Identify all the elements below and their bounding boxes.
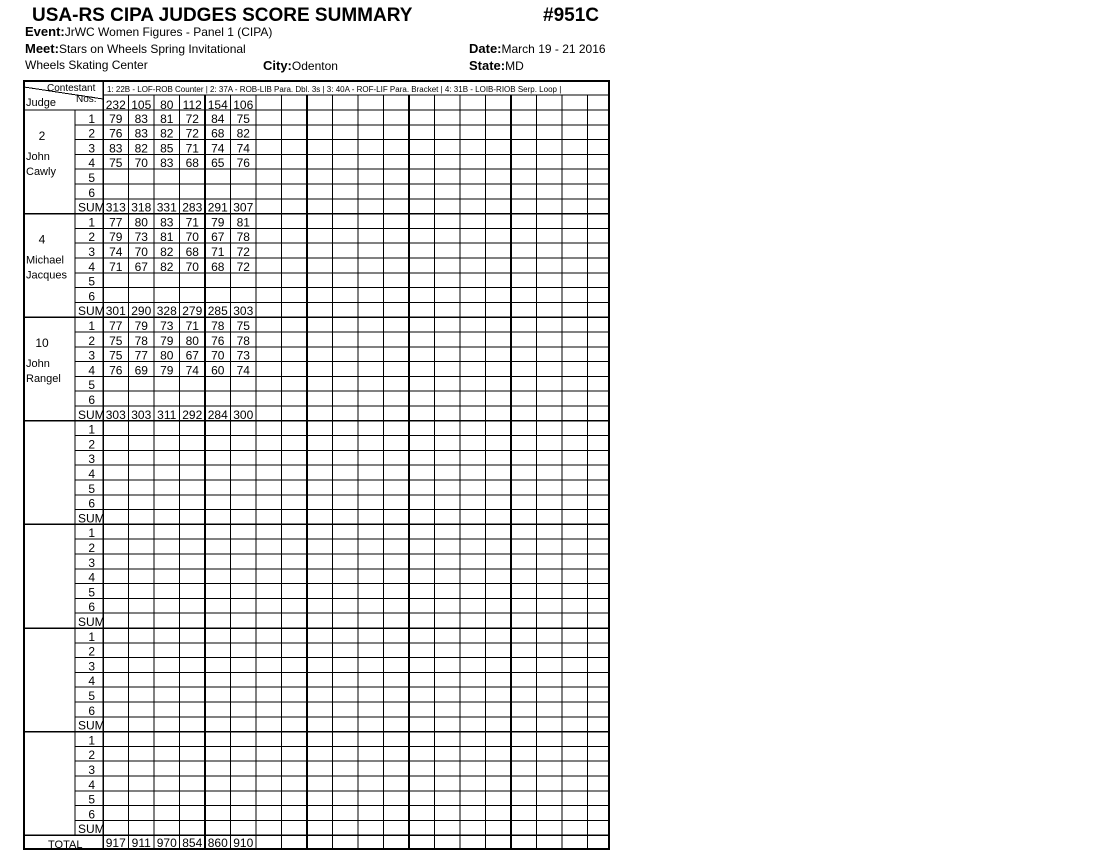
total-cell: 854 — [182, 836, 203, 850]
row-number: 1 — [88, 526, 95, 541]
event-value: JrWC Women Figures - Panel 1 (CIPA) — [64, 25, 273, 39]
score-cell: 83 — [109, 141, 123, 156]
row-number: 2 — [88, 230, 95, 245]
row-number: 6 — [88, 807, 95, 822]
score-cell: 79 — [211, 215, 225, 230]
sum-cell: 285 — [207, 304, 228, 319]
score-cell: 78 — [134, 333, 148, 348]
row-number: 1 — [88, 629, 95, 644]
sum-label: SUM — [78, 200, 105, 215]
score-cell: 68 — [211, 126, 225, 141]
score-cell: 75 — [236, 319, 250, 333]
score-cell: 79 — [134, 319, 148, 333]
row-number: 4 — [88, 467, 95, 481]
judge-first-name: Michael — [26, 254, 64, 267]
row-number: 1 — [88, 422, 95, 437]
row-number: 5 — [88, 792, 95, 807]
score-cell: 74 — [236, 363, 250, 378]
score-cell: 76 — [109, 363, 123, 378]
score-cell: 68 — [211, 259, 225, 274]
row-number: 3 — [88, 659, 95, 674]
contestant-number: 80 — [160, 98, 174, 112]
judge-first-name: John — [26, 358, 50, 371]
row-number: 1 — [88, 111, 95, 126]
nos-label: Nos. — [76, 94, 97, 105]
score-cell: 71 — [109, 259, 123, 274]
row-number: 5 — [88, 378, 95, 393]
score-cell: 78 — [236, 230, 250, 245]
row-number: 1 — [88, 215, 95, 230]
total-cell: 910 — [233, 836, 254, 850]
row-number: 2 — [88, 748, 95, 763]
score-cell: 82 — [160, 259, 174, 274]
score-cell: 80 — [185, 333, 199, 348]
score-cell: 74 — [185, 363, 199, 378]
row-number: 2 — [88, 333, 95, 348]
score-cell: 76 — [109, 126, 123, 141]
row-number: 2 — [88, 644, 95, 659]
row-number: 6 — [88, 185, 95, 200]
sum-cell: 300 — [233, 407, 254, 422]
score-cell: 75 — [109, 156, 123, 171]
score-cell: 68 — [185, 156, 199, 171]
total-cell: 911 — [131, 836, 151, 850]
judge-label: Judge — [26, 97, 56, 109]
score-cell: 73 — [236, 348, 250, 363]
score-cell: 71 — [185, 319, 199, 333]
total-cell: 860 — [207, 836, 228, 850]
row-number: 5 — [88, 585, 95, 600]
row-number: 5 — [88, 274, 95, 289]
score-cell: 83 — [160, 156, 174, 171]
score-cell: 79 — [160, 333, 174, 348]
judge-last-name: Cawly — [26, 166, 56, 178]
sum-cell: 311 — [157, 407, 177, 422]
judge-last-name: Jacques — [26, 269, 67, 282]
score-cell: 75 — [236, 111, 250, 126]
score-cell: 71 — [185, 215, 199, 230]
score-cell: 72 — [185, 111, 199, 126]
row-number: 4 — [88, 156, 95, 171]
sum-cell: 313 — [105, 200, 126, 215]
score-cell: 71 — [211, 245, 225, 259]
score-cell: 67 — [134, 259, 148, 274]
date-value: March 19 - 21 2016 — [501, 42, 606, 56]
score-cell: 82 — [160, 245, 174, 259]
score-cell: 69 — [134, 363, 148, 378]
score-cell: 72 — [236, 259, 250, 274]
score-cell: 77 — [109, 215, 123, 230]
meet-value: Stars on Wheels Spring Invitational — [58, 42, 246, 56]
score-cell: 77 — [134, 348, 148, 363]
score-cell: 80 — [134, 215, 148, 230]
sum-label: SUM — [78, 615, 105, 629]
score-cell: 81 — [236, 215, 250, 230]
score-cell: 60 — [211, 363, 225, 378]
score-cell: 84 — [211, 111, 225, 126]
score-cell: 81 — [160, 230, 174, 245]
row-number: 1 — [88, 319, 95, 333]
sum-cell: 279 — [182, 304, 203, 319]
row-number: 4 — [88, 570, 95, 585]
row-number: 3 — [88, 245, 95, 259]
row-number: 4 — [88, 363, 95, 378]
sum-label: SUM — [78, 511, 105, 526]
row-number: 4 — [88, 259, 95, 274]
score-cell: 71 — [185, 141, 199, 156]
date-label: Date: — [469, 41, 502, 56]
sum-cell: 303 — [131, 407, 152, 422]
sum-cell: 331 — [156, 200, 177, 215]
score-cell: 79 — [160, 363, 174, 378]
score-cell: 70 — [211, 348, 225, 363]
score-cell: 82 — [134, 141, 148, 156]
score-cell: 67 — [185, 348, 199, 363]
row-number: 2 — [88, 541, 95, 555]
sum-cell: 292 — [182, 407, 203, 422]
contestant-label: Contestant — [47, 83, 96, 94]
score-cell: 82 — [160, 126, 174, 141]
sum-cell: 283 — [182, 200, 203, 215]
sum-label: SUM — [78, 822, 105, 837]
meet-label: Meet: — [25, 41, 59, 56]
row-number: 3 — [88, 763, 95, 777]
score-cell: 77 — [109, 319, 123, 333]
total-cell: 917 — [105, 836, 126, 850]
score-cell: 83 — [134, 111, 148, 126]
row-number: 6 — [88, 289, 95, 304]
sum-cell: 303 — [105, 407, 126, 422]
score-cell: 76 — [211, 333, 225, 348]
row-number: 6 — [88, 600, 95, 615]
score-cell: 76 — [236, 156, 250, 171]
row-number: 3 — [88, 348, 95, 363]
sum-label: SUM — [78, 718, 105, 733]
contestant-number: 154 — [207, 98, 228, 112]
judge-first-name: John — [26, 151, 50, 163]
score-cell: 74 — [109, 245, 123, 259]
score-cell: 67 — [211, 230, 225, 245]
sum-cell: 303 — [233, 304, 254, 319]
score-cell: 82 — [236, 126, 250, 141]
form-number: #951C — [543, 5, 599, 26]
figures-legend: 1: 22B - LOF-ROB Counter | 2: 37A - ROB-LIB Para. Dbl. 3s | 3: 40A - ROF-LIF Para. Bracket | 4: 31B - LOIB-RIOB Serp. Loop | — [107, 85, 562, 94]
score-cell: 75 — [109, 348, 123, 363]
sum-cell: 301 — [105, 304, 126, 319]
row-number: 4 — [88, 674, 95, 689]
score-cell: 65 — [211, 156, 225, 171]
judge-last-name: Rangel — [26, 373, 61, 386]
row-number: 5 — [88, 171, 95, 185]
score-cell: 72 — [236, 245, 250, 259]
score-cell: 81 — [160, 111, 174, 126]
score-cell: 79 — [109, 230, 123, 245]
judge-number: 2 — [38, 129, 46, 143]
row-number: 6 — [88, 496, 95, 511]
row-number: 3 — [88, 141, 95, 156]
row-number: 3 — [88, 452, 95, 467]
score-cell: 83 — [160, 215, 174, 230]
score-cell: 70 — [185, 259, 199, 274]
city-value: Odenton — [291, 59, 338, 73]
score-cell: 73 — [134, 230, 148, 245]
state-label: State: — [469, 58, 506, 73]
event-label: Event: — [25, 24, 65, 39]
sum-cell: 307 — [233, 200, 254, 215]
score-cell: 74 — [211, 141, 225, 156]
score-cell: 68 — [185, 245, 199, 259]
score-cell: 80 — [160, 348, 174, 363]
score-cell: 83 — [134, 126, 148, 141]
page-title: USA-RS CIPA JUDGES SCORE SUMMARY — [32, 5, 413, 26]
row-number: 2 — [88, 437, 95, 452]
score-cell: 78 — [211, 319, 225, 333]
total-label: TOTAL — [48, 839, 83, 850]
row-number: 3 — [88, 555, 95, 570]
contestant-number: 112 — [182, 98, 202, 112]
row-number: 5 — [88, 481, 95, 496]
sum-cell: 284 — [207, 407, 228, 422]
sum-label: SUM — [78, 407, 105, 422]
venue-value: Wheels Skating Center — [25, 58, 148, 72]
contestant-number: 106 — [233, 98, 254, 112]
total-cell: 970 — [156, 836, 177, 850]
row-number: 6 — [88, 703, 95, 718]
score-cell: 75 — [109, 333, 123, 348]
state-value: MD — [505, 59, 524, 73]
score-cell: 79 — [109, 111, 123, 126]
score-cell: 70 — [134, 156, 148, 171]
score-cell: 70 — [134, 245, 148, 259]
judge-number: 4 — [38, 232, 46, 247]
judge-number: 10 — [35, 336, 49, 351]
sum-cell: 318 — [131, 200, 152, 215]
score-cell: 70 — [185, 230, 199, 245]
contestant-number: 232 — [105, 98, 126, 112]
contestant-number: 105 — [131, 98, 152, 112]
sum-cell: 291 — [207, 200, 228, 215]
score-cell: 73 — [160, 319, 174, 333]
sum-label: SUM — [78, 304, 105, 319]
sum-cell: 290 — [131, 304, 152, 319]
row-number: 2 — [88, 126, 95, 141]
row-number: 5 — [88, 689, 95, 703]
city-label: City: — [263, 58, 292, 73]
score-cell: 78 — [236, 333, 250, 348]
sum-cell: 328 — [156, 304, 177, 319]
row-number: 1 — [88, 733, 95, 748]
row-number: 6 — [88, 393, 95, 407]
row-number: 4 — [88, 777, 95, 792]
score-cell: 72 — [185, 126, 199, 141]
score-cell: 85 — [160, 141, 174, 156]
score-cell: 74 — [236, 141, 250, 156]
